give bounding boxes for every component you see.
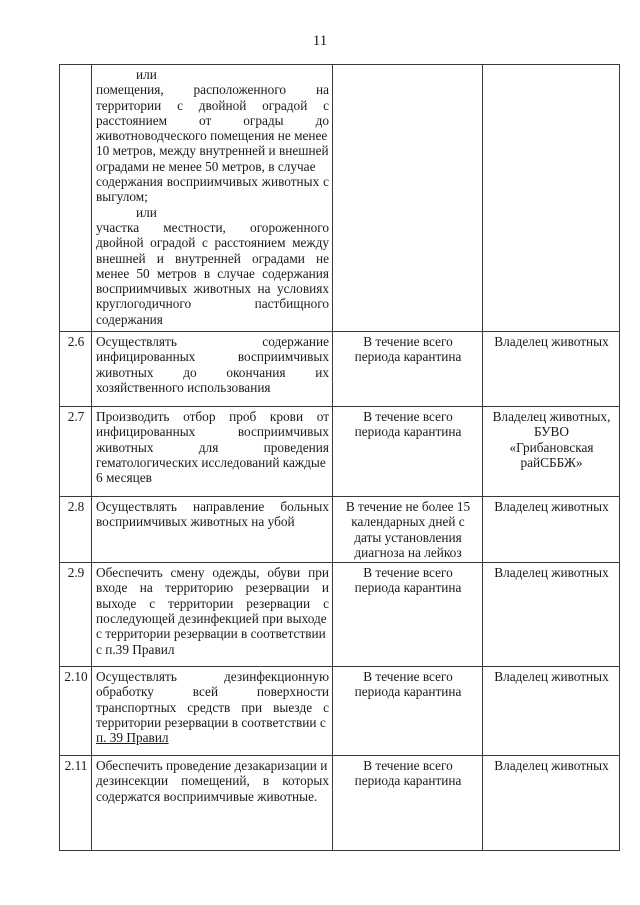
measure-line: 6 месяцев bbox=[96, 470, 152, 486]
term-line: В течение всего bbox=[363, 669, 453, 685]
item-number: 2.7 bbox=[60, 407, 92, 497]
term-cell bbox=[333, 407, 483, 497]
measure-text bbox=[92, 756, 333, 851]
measure-line: с территории резервации в соответствии bbox=[96, 626, 326, 642]
term-cell bbox=[333, 65, 483, 332]
item-number: 2.8 bbox=[60, 497, 92, 563]
term-line: В течение всего bbox=[363, 758, 453, 774]
measure-line: Обеспечить смену одежды, обуви при bbox=[96, 565, 329, 581]
measure-line: восприимчивых животных на убой bbox=[96, 514, 295, 530]
measure-line: Обеспечить проведение дезакаризации и bbox=[96, 758, 328, 774]
measure-line: территории резервации в соответствии с bbox=[96, 715, 326, 731]
measure-line: хозяйственного использования bbox=[96, 379, 271, 395]
responsible-line: Владелец животных bbox=[494, 499, 609, 514]
responsible-cell bbox=[483, 65, 620, 332]
measure-line: содержания bbox=[96, 311, 163, 327]
measure-line: помещения, расположенного на bbox=[96, 82, 329, 98]
term-line: календарных дней с bbox=[351, 514, 465, 530]
table-row bbox=[60, 407, 620, 497]
measures-table bbox=[59, 64, 620, 851]
measure-line: или bbox=[136, 67, 157, 82]
item-number: 2.9 bbox=[60, 563, 92, 667]
measure-line: круглогодичного пастбищного bbox=[96, 296, 329, 312]
responsible-cell bbox=[483, 497, 620, 563]
term-line: В течение всего bbox=[363, 409, 453, 424]
measure-line: с п.39 Правил bbox=[96, 641, 175, 657]
term-line: периода карантина bbox=[354, 684, 462, 700]
responsible-line: БУВО bbox=[533, 424, 570, 440]
responsible-line: Владелец животных bbox=[494, 565, 609, 581]
term-line: В течение всего bbox=[363, 334, 453, 349]
term-cell bbox=[333, 667, 483, 756]
term-cell bbox=[333, 497, 483, 563]
measure-line: п. 39 Правил bbox=[96, 730, 169, 746]
responsible-line: Владелец животных bbox=[494, 669, 609, 685]
item-number: 2.11 bbox=[60, 756, 92, 851]
term-line: периода карантина bbox=[354, 580, 462, 596]
measure-line: животных для проведения bbox=[96, 439, 329, 455]
measure-line: оградами не менее 50 метров, в случае bbox=[96, 158, 316, 174]
measure-text bbox=[92, 497, 333, 563]
measure-line: содержания восприимчивых животных с bbox=[96, 174, 329, 190]
responsible-line: Владелец животных bbox=[494, 758, 609, 774]
table-row bbox=[60, 667, 620, 756]
item-number: 2.6 bbox=[60, 332, 92, 407]
table-row bbox=[60, 332, 620, 407]
responsible-cell bbox=[483, 667, 620, 756]
measure-line: инфицированных восприимчивых bbox=[96, 349, 329, 365]
measure-line: выходе с территории резервации с bbox=[96, 595, 329, 611]
measure-line: дезинсекции помещений, в которых bbox=[96, 773, 329, 789]
measures-table-body bbox=[60, 65, 620, 851]
table-row bbox=[60, 497, 620, 563]
measure-line: участка местности, огороженного bbox=[96, 219, 329, 235]
term-line: периода карантина bbox=[354, 424, 462, 440]
measure-line: или bbox=[136, 204, 157, 220]
term-line: даты установления bbox=[354, 529, 462, 545]
measure-line: восприимчивых животных на условиях bbox=[96, 281, 329, 297]
measure-line: обработку всей поверхности bbox=[96, 684, 329, 700]
responsible-line: Владелец животных, bbox=[492, 409, 611, 424]
item-number: 2.10 bbox=[60, 667, 92, 756]
page-number: 11 bbox=[312, 33, 328, 49]
measure-line: Производить отбор проб крови от bbox=[96, 409, 329, 424]
measure-line: инфицированных восприимчивых bbox=[96, 424, 329, 440]
term-line: периода карантина bbox=[354, 349, 462, 365]
term-cell bbox=[333, 563, 483, 667]
measure-line: двойной оградой с расстоянием между bbox=[96, 235, 329, 251]
measure-text bbox=[92, 667, 333, 756]
measure-line: Осуществлять дезинфекционную bbox=[96, 669, 329, 685]
measure-text bbox=[92, 563, 333, 667]
measure-line: менее 50 метров в случае содержания bbox=[96, 265, 329, 281]
term-line: периода карантина bbox=[354, 773, 462, 789]
measure-line: животноводческого помещения не менее bbox=[96, 128, 328, 144]
measure-text bbox=[92, 332, 333, 407]
responsible-cell bbox=[483, 407, 620, 497]
responsible-cell bbox=[483, 332, 620, 407]
measure-line: содержатся восприимчивые животные. bbox=[96, 788, 318, 804]
measure-line: животных до окончания их bbox=[96, 364, 329, 380]
measure-line: 10 метров, между внутренней и внешней bbox=[96, 143, 329, 159]
term-line: В течение не более 15 bbox=[345, 499, 471, 514]
measure-line: внешней и внутренней оградами не bbox=[96, 250, 329, 266]
term-line: диагноза на лейкоз bbox=[354, 544, 462, 560]
item-number bbox=[60, 65, 92, 332]
measure-line: гематологических исследований каждые bbox=[96, 454, 326, 470]
table-row bbox=[60, 563, 620, 667]
measure-text bbox=[92, 65, 333, 332]
measure-line: расстоянием от ограды до bbox=[96, 112, 329, 128]
measure-line: входе на территорию резервации и bbox=[96, 580, 329, 596]
measure-text bbox=[92, 407, 333, 497]
responsible-cell bbox=[483, 563, 620, 667]
measure-line: Осуществлять содержание bbox=[96, 334, 329, 349]
term-cell bbox=[333, 756, 483, 851]
term-line: В течение всего bbox=[363, 565, 453, 581]
responsible-line: райСББЖ» bbox=[520, 454, 583, 470]
responsible-line: «Грибановская bbox=[509, 439, 594, 455]
responsible-line: Владелец животных bbox=[494, 334, 609, 349]
table-row bbox=[60, 756, 620, 851]
table-row bbox=[60, 65, 620, 332]
measure-line: территории с двойной оградой с bbox=[96, 97, 329, 113]
measure-line: последующей дезинфекцией при выходе bbox=[96, 611, 327, 627]
responsible-cell bbox=[483, 756, 620, 851]
measure-line: транспортных средств при выезде с bbox=[96, 699, 329, 715]
measure-line: выгулом; bbox=[96, 189, 148, 205]
term-cell bbox=[333, 332, 483, 407]
measure-line: Осуществлять направление больных bbox=[96, 499, 329, 514]
